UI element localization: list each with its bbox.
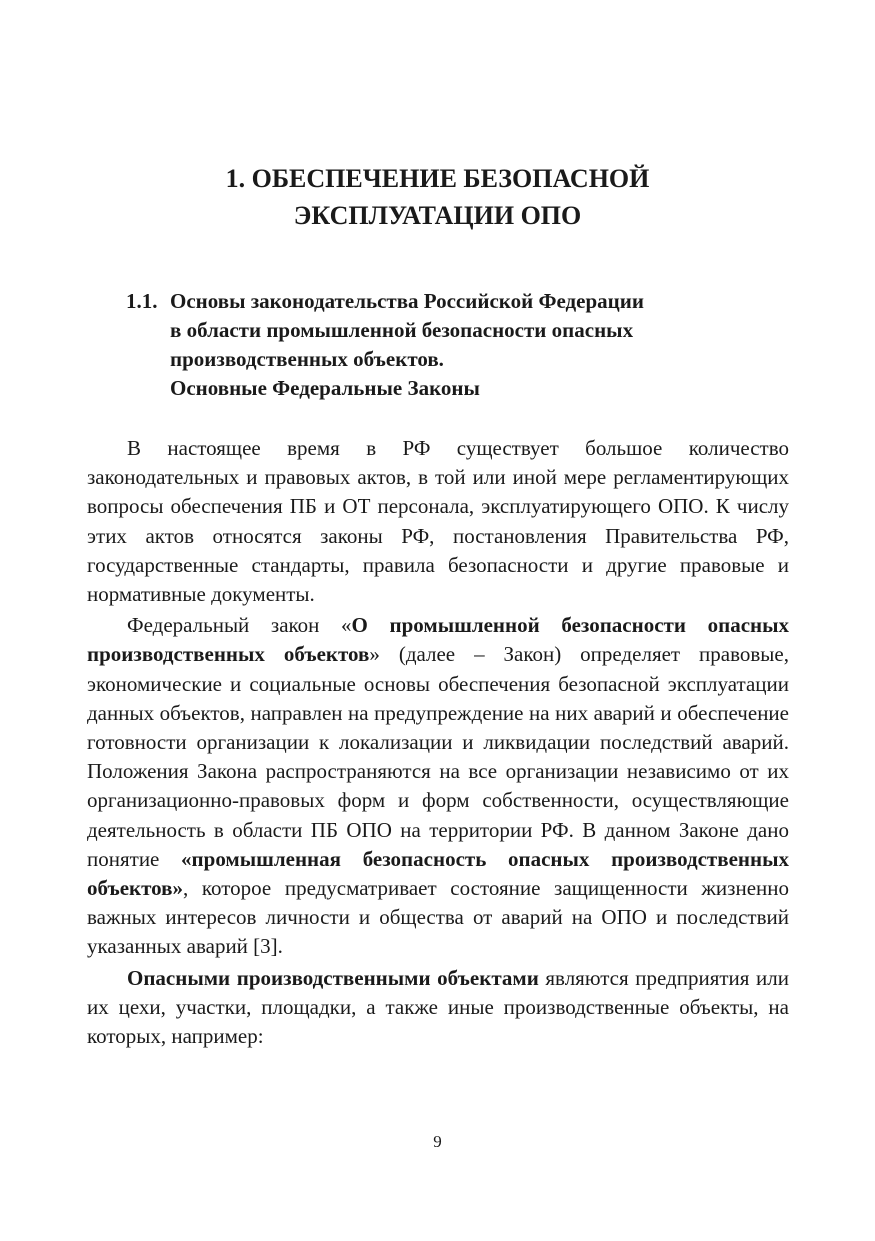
paragraph-2-text-e: , которое предусматривает состояние защищенности жизненно важных интересов личности и общества от аварий на ОПО и последствий указанных аварий [3]. <box>87 876 789 959</box>
chapter-title <box>0 160 875 234</box>
law-title-bold: О промышленной безопасности опасных производственных объектов <box>87 613 790 667</box>
paragraph-2-text-c: » (далее – Закон) определяет правовые, экономические и социальные основы обеспечения безопасной эксплуатации данных объектов, направлен на предупреждение на них аварий и обеспечение готовности организации к локализации и ликвидации последствий аварий. Положения Закона распространяются на все организации независимо от их организационно-правовых форм и форм собственности, осуществляющие деятельность в области ПБ ОПО на территории РФ. В данном Законе дано понятие <box>87 642 789 871</box>
section-heading <box>126 287 766 403</box>
term-opo-bold: Опасными производственными объектами <box>127 965 539 990</box>
section-heading-line-4: Основные Федеральные Законы <box>170 376 480 400</box>
body-text <box>87 434 789 1051</box>
section-number: 1.1. <box>126 289 158 313</box>
chapter-title-line-2: ЭКСПЛУАТАЦИИ ОПО <box>293 201 582 230</box>
paragraph-2 <box>87 611 789 961</box>
paragraph-1: В настоящее время в РФ существует большое количество законодательных и правовых актов, в той или иной мере регламентирующих вопросы обеспечения ПБ и ОТ персонала, эксплуатирующего ОПО. К числу этих актов относятся законы РФ, постановления Правительства РФ, государственные стандарты, правила безопасности и другие правовые и нормативные документы. <box>87 436 789 607</box>
chapter-title-line-1: 1. ОБЕСПЕЧЕНИЕ БЕЗОПАСНОЙ <box>225 164 650 193</box>
paragraph-3 <box>87 964 789 1052</box>
page-number: 9 <box>433 1132 442 1151</box>
section-heading-line-3: производственных объектов. <box>170 347 444 371</box>
term-definition-bold: «промышленная безопасность опасных производственных объектов» <box>87 846 789 901</box>
section-heading-line-2: в области промышленной безопасности опасных <box>170 318 634 342</box>
section-heading-line-1: Основы законодательства Российской Федерации <box>170 289 644 313</box>
section-heading-row-1 <box>126 287 766 316</box>
paragraph-3-text-b: являются предприятия или их цехи, участки, площадки, а также иные производственные объекты, на которых, например: <box>87 965 789 1049</box>
paragraph-2-text-a: Федеральный закон « <box>127 613 352 638</box>
